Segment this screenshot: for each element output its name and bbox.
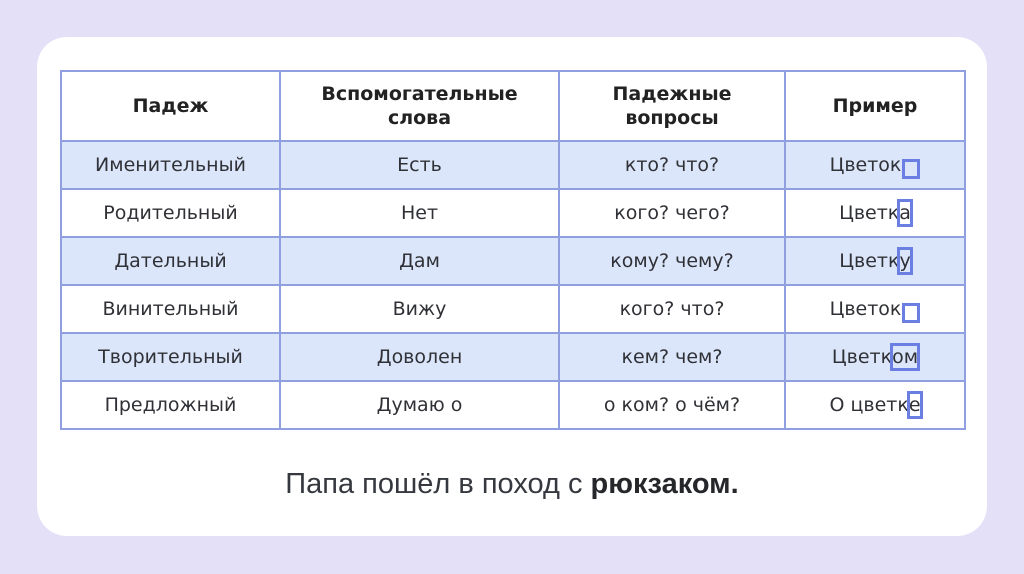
- example-word: [785, 141, 965, 189]
- case-name: Винительный: [61, 285, 280, 333]
- helper-word: Вижу: [280, 285, 559, 333]
- ending-box: [909, 394, 921, 416]
- zero-ending-box: [902, 159, 920, 179]
- table-row: [61, 285, 965, 333]
- table-row: [61, 333, 965, 381]
- example-word: [785, 189, 965, 237]
- helper-word: Нет: [280, 189, 559, 237]
- case-question: кого? чего?: [559, 189, 785, 237]
- ending-box: [899, 202, 911, 224]
- helper-word: Доволен: [280, 333, 559, 381]
- example-word: [785, 381, 965, 429]
- example-ending: у: [899, 250, 911, 272]
- example-word: [785, 237, 965, 285]
- case-question: кем? чем?: [559, 333, 785, 381]
- case-question: о ком? о чём?: [559, 381, 785, 429]
- case-name: Родительный: [61, 189, 280, 237]
- header-example: Пример: [785, 71, 965, 141]
- helper-word: Думаю о: [280, 381, 559, 429]
- table-row: [61, 141, 965, 189]
- example-ending: а: [899, 202, 911, 224]
- zero-ending-box: [902, 303, 920, 323]
- example-stem: Цветок: [829, 154, 902, 176]
- example-word: [785, 333, 965, 381]
- case-name: Именительный: [61, 141, 280, 189]
- example-sentence: [0, 468, 1024, 501]
- ending-box: [892, 346, 918, 368]
- helper-word: Дам: [280, 237, 559, 285]
- header-case: Падеж: [61, 71, 280, 141]
- case-table: [60, 70, 966, 430]
- case-question: кто? что?: [559, 141, 785, 189]
- example-stem: Цветк: [831, 346, 893, 368]
- case-name: Дательный: [61, 237, 280, 285]
- helper-word: Есть: [280, 141, 559, 189]
- header-helper-words: Вспомогательные слова: [280, 71, 559, 141]
- header-row: [61, 71, 965, 141]
- example-stem: Цветк: [839, 250, 900, 272]
- example-ending: е: [908, 394, 921, 416]
- case-question: кому? чему?: [559, 237, 785, 285]
- ending-box: [899, 250, 910, 272]
- example-stem: Цветок: [829, 298, 902, 320]
- table-row: [61, 381, 965, 429]
- example-word: [785, 285, 965, 333]
- table-row: [61, 237, 965, 285]
- table-row: [61, 189, 965, 237]
- example-stem: О цветк: [829, 394, 909, 416]
- sentence-text: Папа пошёл в поход с: [285, 468, 591, 500]
- header-case-questions: Падежные вопросы: [559, 71, 785, 141]
- case-question: кого? что?: [559, 285, 785, 333]
- example-stem: Цветк: [839, 202, 900, 224]
- example-ending: ом: [892, 346, 919, 368]
- case-name: Творительный: [61, 333, 280, 381]
- case-name: Предложный: [61, 381, 280, 429]
- sentence-highlight: рюкзаком.: [590, 468, 739, 500]
